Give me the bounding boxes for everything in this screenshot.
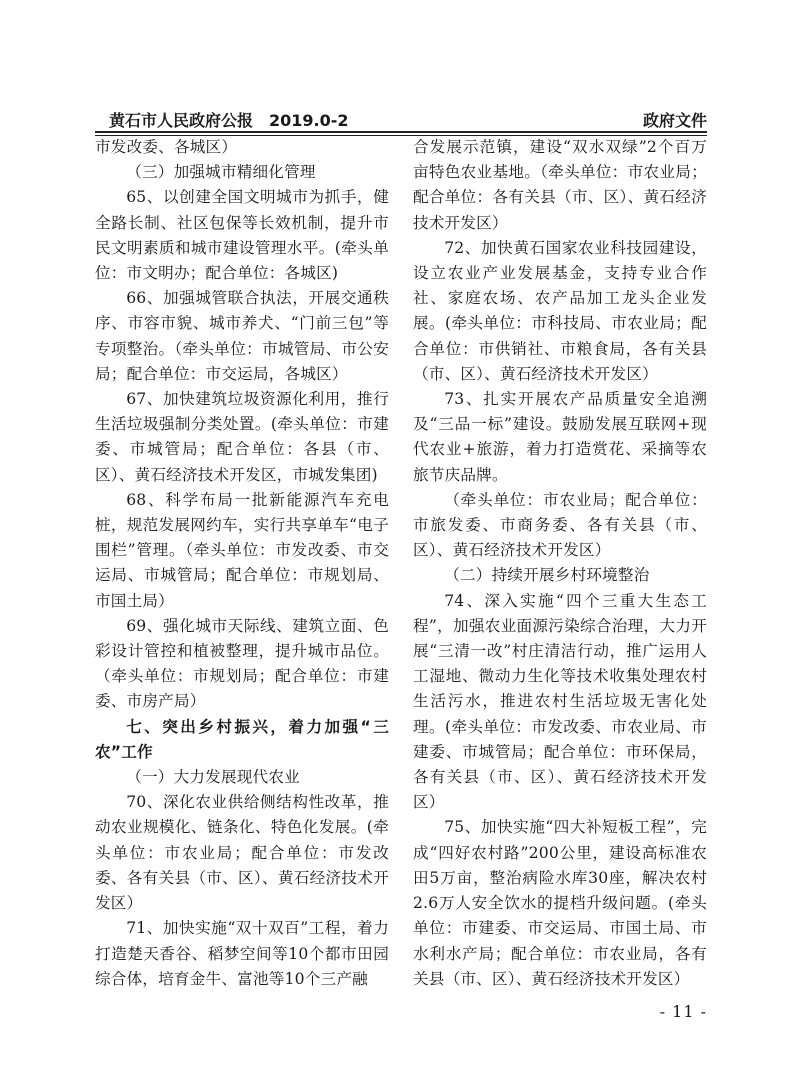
item-65: 65、以创建全国文明城市为抓手，健全路长制、社区包保等长效机制，提升市民文明素质和城市建设管理水平。(牵头单位：市文明办；配合单位：各城区) [95,188,389,283]
publication-title: 黄石市人民政府公报 2019.0-2 [109,111,349,130]
item-73: 73、扎实开展农产品质量安全追溯及“三品一标”建设。鼓励发展互联网+现代农业+旅游，着力打造赏花、采摘等农旅节庆品牌。 [413,390,707,484]
subsection-heading: （二）持续开展乡村环境整治 [444,566,650,585]
item-68: 68、科学布局一批新能源汽车充电桩，规范发展网约车，实行共享单车“电子围栏”管理。（牵头单位：市发改委、市交运局、市城管局；配合单位：市规划局、市国土局） [95,490,389,610]
item-69: 69、强化城市天际线、建筑立面、色彩设计管控和植被整理，提升城市品位。（牵头单位：市规划局；配合单位：市建委、市房产局） [95,616,389,711]
page-number: - 11 - [659,1002,707,1021]
item-66: 66、加强城管联合执法，开展交通秩序、市容市貌、城市养犬、“门前三包”等专项整治。（牵头单位：市城管局、市公安局；配合单位：市交运局，各城区） [95,289,389,383]
item-67: 67、加快建筑垃圾资源化利用，推行生活垃圾强制分类处置。(牵头单位：市建委、市城管局；配合单位：各县（市、区）、黄石经济技术开发区，市城发集团) [95,390,389,484]
subsection-heading: （一）大力发展现代农业 [126,768,300,787]
item-72: 72、加快黄石国家农业科技园建设，设立农业产业发展基金，支持专业合作社、家庭农场、农产品加工龙头企业发展。(牵头单位：市科技局、市农业局；配合单位：市供销社、市粮食局，各有关县（市、区）、黄石经济技术开发区） [413,238,707,383]
page-header [95,104,707,130]
item-75: 75、加快实施“四大补短板工程”，完成“四好农村路”200公里，建设高标准农田5万亩，整治病险水库30座，解决农村2.6万人安全饮水的提档升级问题。(牵头单位：市建委、市交运局、市国土局、市水利水产局；配合单位：市农业局，各有关县（市、区）、黄石经济技术开发区） [413,818,707,988]
item-73-units: （牵头单位：市农业局；配合单位：市旅发委、市商务委、各有关县（市、区）、黄石经济技术开发区） [413,490,707,560]
subsection-heading: （三）加强城市精细化管理 [126,163,316,182]
paragraph-continuation: 市发改委、各城区） [95,138,238,156]
item-70: 70、深化农业供给侧结构性改革，推动农业规模化、链条化、特色化发展。(牵头单位：市农业局；配合单位：市发改委、各有关县（市、区）、黄石经济技术开发区） [95,793,389,913]
item-74: 74、深入实施“四个三重大生态工程”，加强农业面源污染综合治理，大力开展“三清一改”村庄清洁行动，推广运用人工湿地、微动力生化等技术收集处理农村生活污水，推进农村生活垃圾无害化处理。(牵头单位：市发改委、市农业局、市建委、市城管局；配合单位：市环保局，各有关县（市、区）、黄石经济技术开发区） [413,591,707,812]
left-column [95,135,389,992]
section-heading: 七、突出乡村振兴，着力加强“三农”工作 [95,717,389,761]
section-label: 政府文件 [642,111,707,130]
right-column [413,135,707,992]
header-rule-thick [95,131,707,133]
item-71: 71、加快实施“双十双百”工程，着力打造楚天香谷、稻梦空间等10个都市田园综合体，培育金牛、富池等10个三产融 [95,919,389,988]
paragraph-continuation: 合发展示范镇，建设“双水双绿”2个百万亩特色农业基地。（牵头单位：市农业局；配合单位：各有关县（市、区）、黄石经济技术开发区） [413,138,707,232]
